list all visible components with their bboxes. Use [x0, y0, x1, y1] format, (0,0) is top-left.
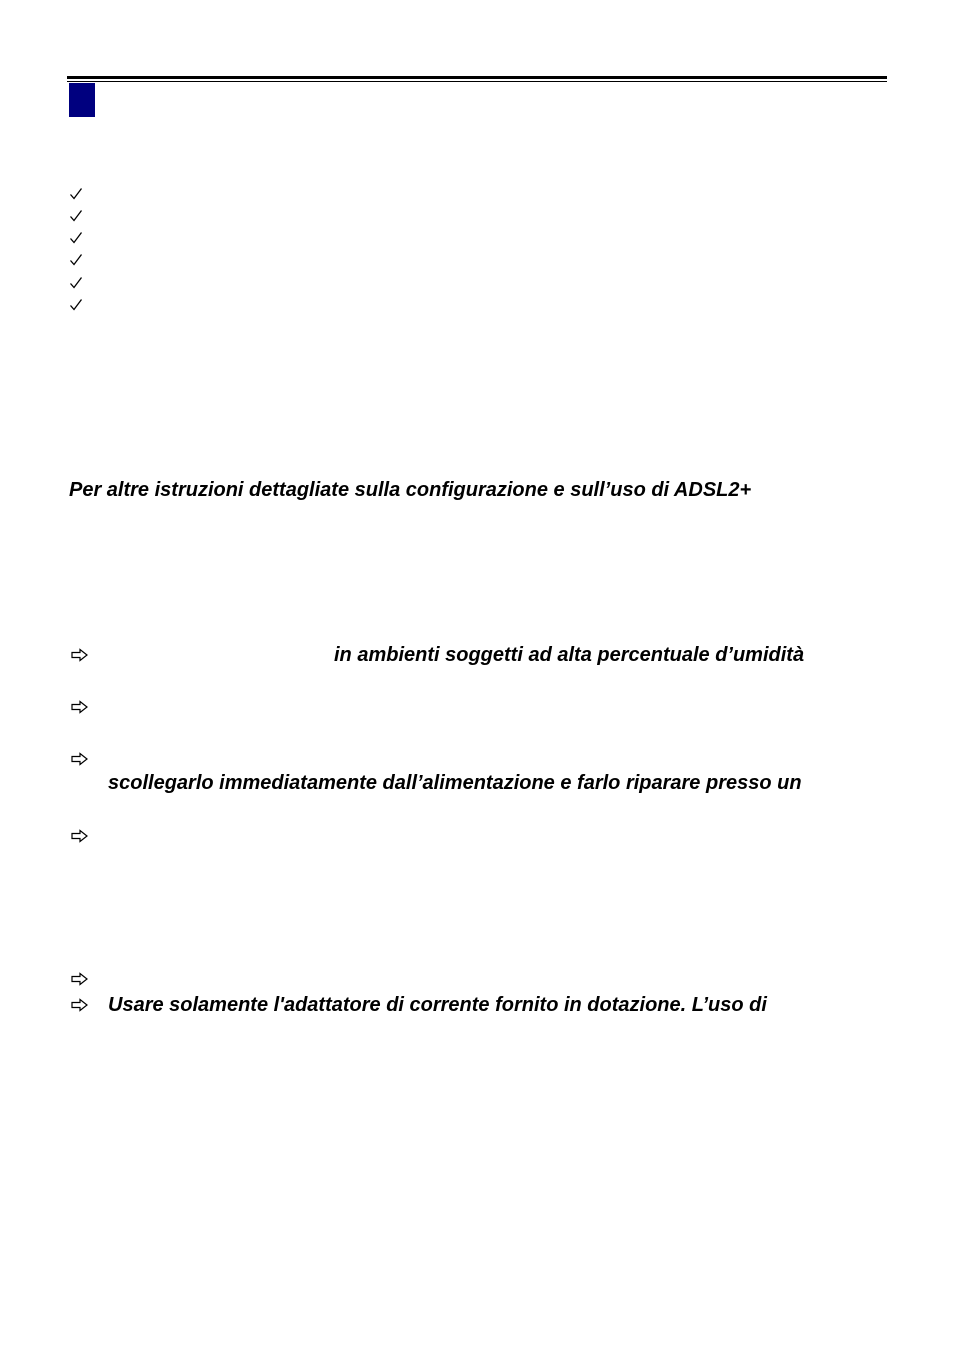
- check-mark-icon: [69, 298, 83, 312]
- header-rule-thin: [67, 81, 887, 82]
- header-rule-thick: [67, 76, 887, 79]
- section-marker-block: [69, 83, 95, 117]
- check-mark-icon: [69, 253, 83, 267]
- outline-arrow-right-icon: [71, 998, 89, 1012]
- check-mark-icon: [69, 276, 83, 290]
- safety-item-6-text: Usare solamente l'adattatore di corrente fornito in dotazione. L’uso di: [108, 994, 767, 1016]
- check-mark-icon: [69, 187, 83, 201]
- safety-item-1-text: in ambienti soggetti ad alta percentuale d’umidità: [334, 644, 805, 666]
- outline-arrow-right-icon: [71, 752, 89, 766]
- safety-item-3-text: scollegarlo immediatamente dall’alimentazione e farlo riparare presso un: [108, 772, 802, 794]
- check-mark-icon: [69, 231, 83, 245]
- outline-arrow-right-icon: [71, 829, 89, 843]
- outline-arrow-right-icon: [71, 972, 89, 986]
- check-mark-icon: [69, 209, 83, 223]
- outline-arrow-right-icon: [71, 648, 89, 662]
- configuration-note-text: Per altre istruzioni dettagliate sulla configurazione e sull’uso di ADSL2+: [69, 479, 752, 501]
- outline-arrow-right-icon: [71, 700, 89, 714]
